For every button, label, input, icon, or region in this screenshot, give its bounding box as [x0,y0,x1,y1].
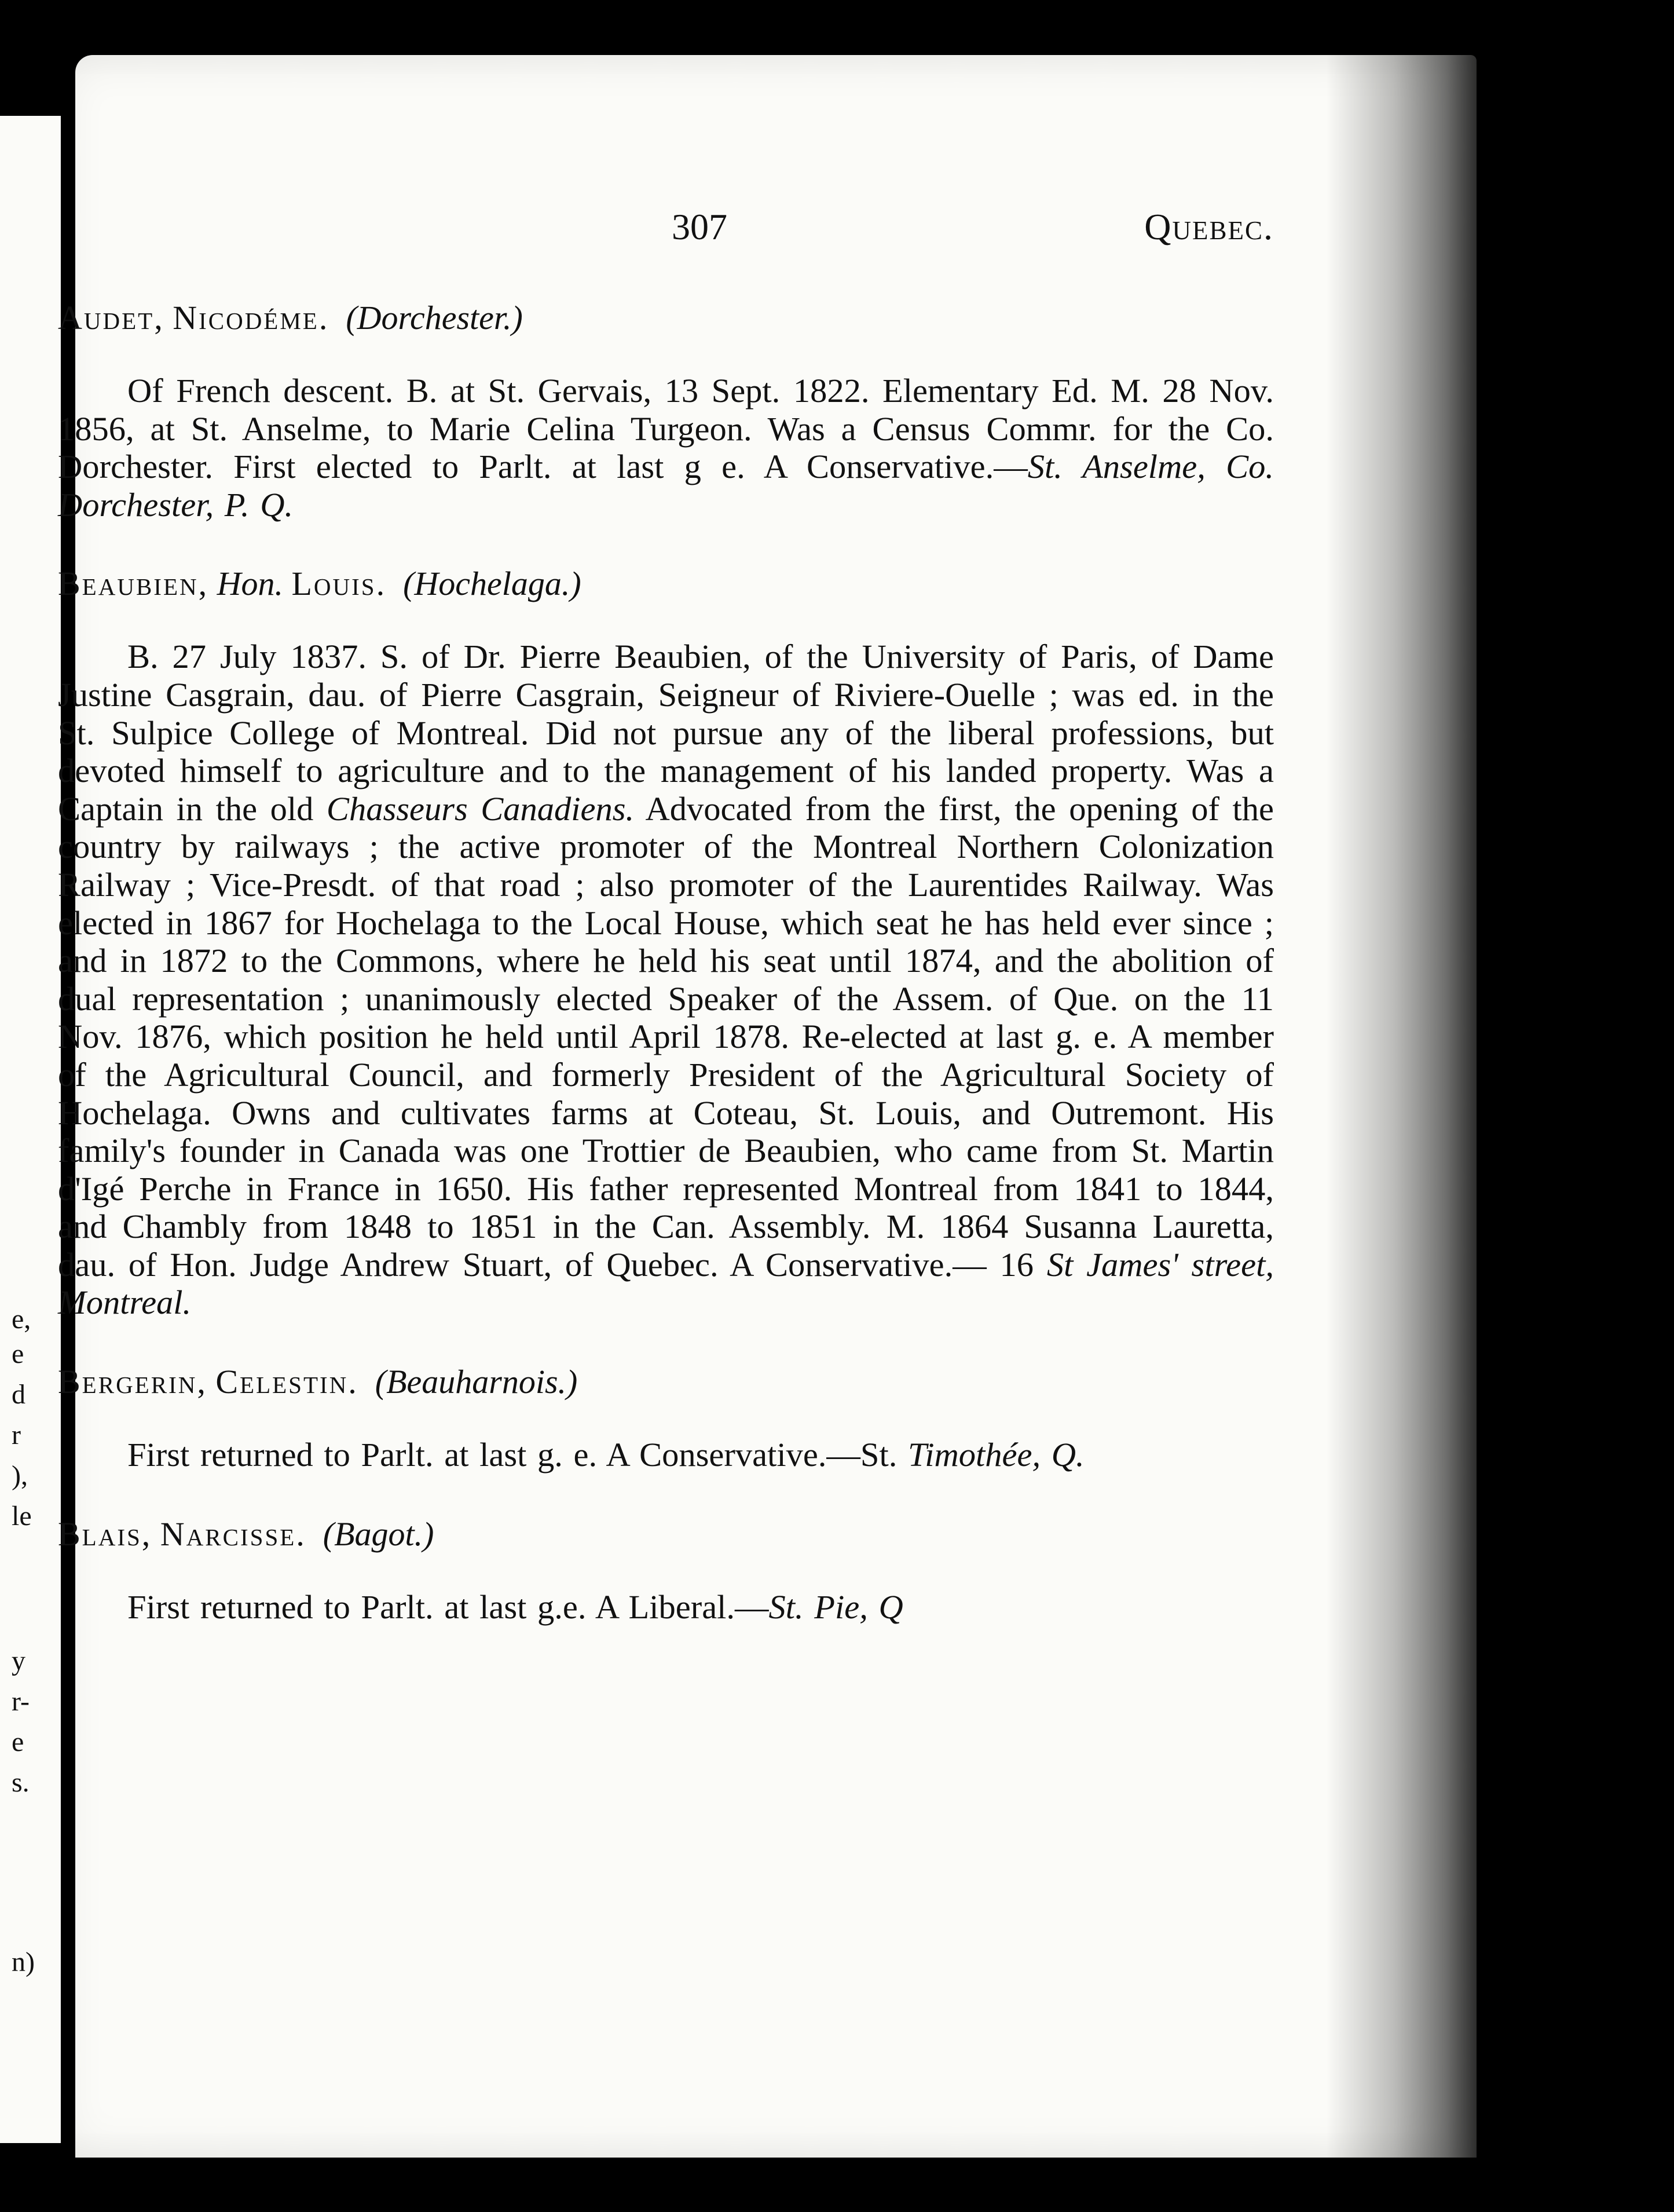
entry-surname: Beaubien, [58,565,209,603]
entry-biography [58,638,1274,1322]
bio-italic: Chasseurs Canadiens. [326,789,635,828]
bio-address: St James' street, Montreal. [58,1245,1274,1322]
margin-fragment: e [12,1339,24,1369]
page-number: 307 [672,206,727,247]
entry-heading [58,564,1274,603]
margin-fragment: y [12,1646,25,1676]
entry-given-name: Nicodéme. [173,299,329,337]
entry-title: Hon. [217,565,283,603]
entry-biography [58,372,1274,524]
bio-address: St. Pie, Q [768,1588,903,1626]
entry-riding: (Beauharnois.) [375,1363,578,1401]
margin-fragment: e, [12,1304,31,1334]
margin-fragment: r- [12,1686,30,1717]
entry-heading [58,298,1274,337]
entry-surname: Blais, [58,1515,152,1553]
entry-biography [58,1588,1274,1626]
margin-fragment: d [12,1379,25,1410]
entry-given-name: Celestin. [215,1363,358,1401]
running-head: Quebec. [1144,206,1274,247]
entry-given-name: Louis. [291,565,387,603]
page-content [58,206,1274,1666]
page-edge-shadow [1326,55,1477,2158]
entry-surname: Bergerin, [58,1363,207,1401]
entry-heading [58,1362,1274,1401]
bio-text: Of French descent. B. at St. Gervais, 13 Sept. 1822. Elementary Ed. M. 28 Nov. 1856, at St. Anselme, to Marie Celina Turgeon. Was a Census Commr. for the Co. Dorchester. First elected to Parlt. at last g e. A Conservative.— [58,372,1274,486]
bio-address: Timothée, Q. [907,1436,1085,1474]
margin-fragment: ), [12,1460,28,1491]
running-header [58,206,1274,281]
margin-fragment: e [12,1727,24,1757]
margin-fragment: le [12,1501,32,1531]
entry-surname: Audet, [58,299,164,337]
bio-text: Advocated from the first, the opening of the country by railways ; the active promoter of the Montreal Northern Colonization Railway ; Vice-Presdt. of that road ; also promoter of the Laurentides Railway. Was elected in 1867 for Hochelaga to the Local House, which seat he has held ever since ; and in 1872 to the Commons, where he held his seat until 1874, and the abolition of dual representation ; unanimously elected Speaker of the Assem. of Que. on the 11 Nov. 1876, which position he held until April 1878. Re-elected at last g. e. A member of the Agricultural Council, and formerly President of the Agricultural Society of Hochelaga. Owns and cultivates farms at Coteau, St. Louis, and Outremont. His family's founder in Canada was one Trottier de Beaubien, who came from St. Martin d'Igé Perche in France in 1650. His father represented Montreal from 1841 to 1844, and Chambly from 1848 to 1851 in the Can. Assembly. M. 1864 Susanna Lauretta, dau. of Hon. Judge Andrew Stuart, of Quebec. A Conservative.— 16 [58,789,1274,1284]
facing-page-strip [0,116,61,2143]
entry-biography [58,1436,1274,1474]
bio-text: First returned to Parlt. at last g.e. A Liberal.— [127,1588,769,1626]
margin-fragment: r [12,1420,21,1450]
entry-heading [58,1515,1274,1553]
margin-fragment: n) [12,1947,35,1977]
bio-text: First returned to Parlt. at last g. e. A Conservative.—St. [127,1436,908,1474]
entry-riding: (Hochelaga.) [403,565,581,603]
bio-text: B. 27 July 1837. S. of Dr. Pierre Beaubien, of the University of Paris, of Dame Justine Casgrain, dau. of Pierre Casgrain, Seigneur of Riviere-Ouelle ; was ed. in the St. Sulpice College of Montreal. Did not pursue any of the liberal professions, but devoted himself to agriculture and to the management of his landed property. Was a Captain in the old [58,638,1274,828]
entry-given-name: Narcisse. [160,1515,306,1553]
entry-riding: (Dorchester.) [346,299,523,337]
entry-riding: (Bagot.) [323,1515,434,1553]
bio-address: St. Anselme, Co. Dorchester, P. Q. [58,448,1274,524]
margin-fragment: s. [12,1767,30,1798]
